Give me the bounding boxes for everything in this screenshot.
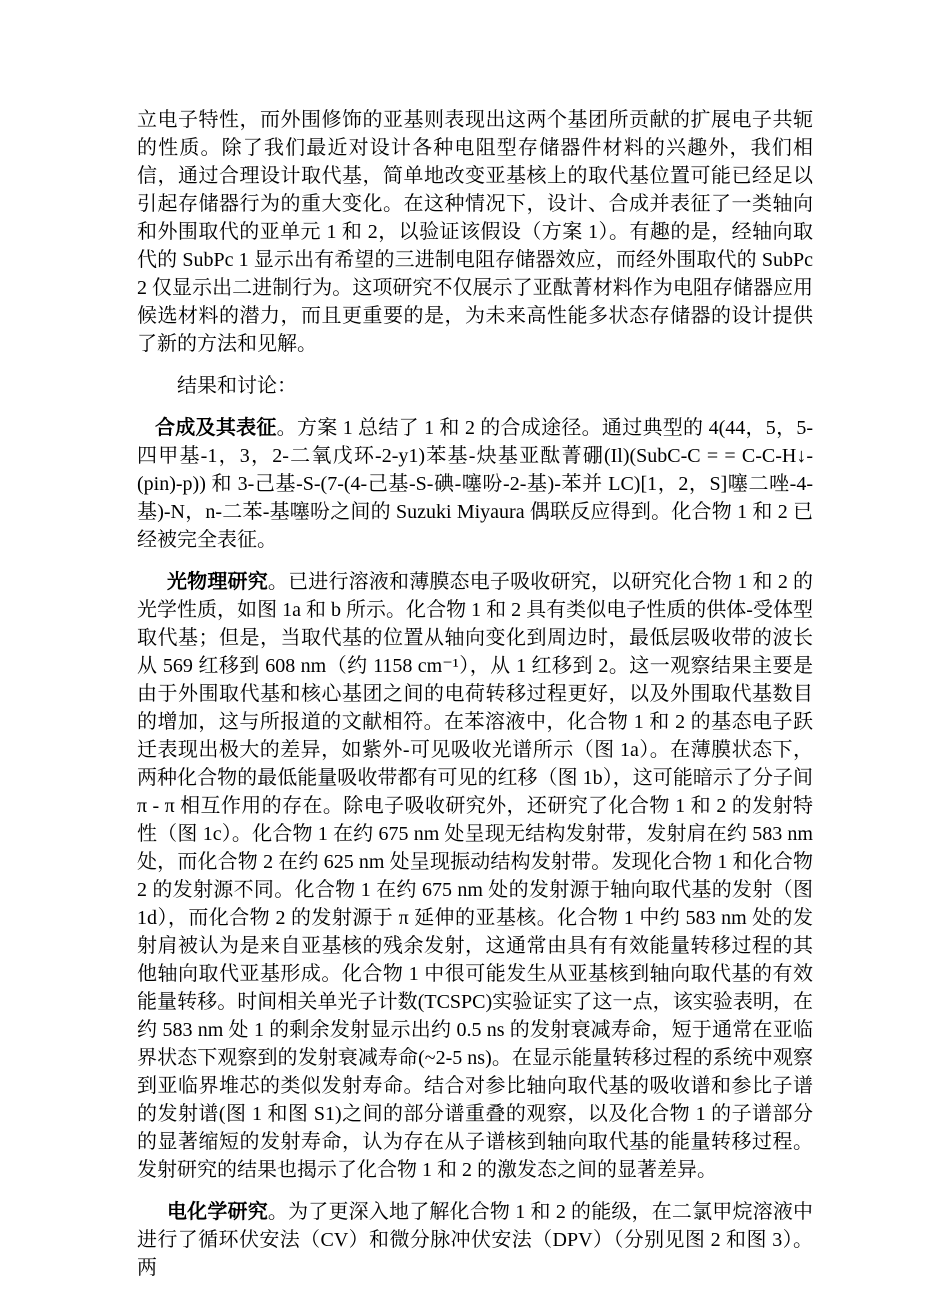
paragraph-text: 立电子特性，而外围修饰的亚基则表现出这两个基团所贡献的扩展电子共轭的性质。除了我们最近对设计各种电阻型存储器件材料的兴趣外，我们相信，通过合理设计取代基，简单地改变亚基核上的取代基位置可能已经足以引起存储器行为的重大变化。在这种情况下，设计、合成并表征了一类轴向和外围取代的亚单元 1 和 2，以验证该假设（方案 1）。有趣的是，经轴向取代的 SubPc 1 显示出有希望的三进制电阻存储器效应，而经外围取代的 SubPc 2 仅显示出二进制行为。这项研究不仅展示了亚酞菁材料作为电阻存储器应用候选材料的潜力，而且更重要的是，为未来高性能多状态存储器的设计提供了新的方法和见解。 <box>137 109 813 355</box>
paragraph-intro-continuation <box>137 106 813 358</box>
paragraph-lead-electrochemical: 电化学研究 <box>167 1201 268 1223</box>
paragraph-text: 。为了更深入地了解化合物 1 和 2 的能级，在二氯甲烷溶液中进行了循环伏安法（CV）和微分脉冲伏安法（DPV）（分别见图 2 和图 3）。两 <box>137 1201 814 1279</box>
section-heading-results-discussion <box>137 372 813 400</box>
paragraph-lead-synthesis: 合成及其表征 <box>155 417 277 439</box>
paragraph-photophysical-studies <box>137 568 813 1184</box>
paragraph-text: 。已进行溶液和薄膜态电子吸收研究，以研究化合物 1 和 2 的光学性质，如图 1a 和 b 所示。化合物 1 和 2 具有类似电子性质的供体-受体型取代基；但是，当取代基的位置从轴向变化到周边时，最低层吸收带的波长从 569 红移到 608 nm（约 1158 cm⁻¹），从 1 红移到 2。这一观察结果主要是由于外围取代基和核心基团之间的电荷转移过程更好，以及外围取代基数目的增加，这与所报道的文献相符。在苯溶液中，化合物 1 和 2 的基态电子跃迁表现出极大的差异，如紫外-可见吸收光谱所示（图 1a）。在薄膜状态下，两种化合物的最低能量吸收带都有可见的红移（图 1b），这可能暗示了分子间 π - π 相互作用的存在。除电子吸收研究外，还研究了化合物 1 和 2 的发射特性（图 1c）。化合物 1 在约 675 nm 处呈现无结构发射带，发射肩在约 583 nm 处，而化合物 2 在约 625 nm 处呈现振动结构发射带。发现化合物 1 和化合物 2 的发射源不同。化合物 1 在约 675 nm 处的发射源于轴向取代基的发射（图 1d），而化合物 2 的发射源于 π 延伸的亚基核。化合物 1 中约 583 nm 处的发射肩被认为是来自亚基核的残余发射，这通常由具有有效能量转移过程的其他轴向取代亚基形成。化合物 1 中很可能发生从亚基核到轴向取代基的有效能量转移。时间相关单光子计数(TCSPC)实验证实了这一点，该实验表明，在约 583 nm 处 1 的剩余发射显示出约 0.5 ns 的发射衰减寿命，短于通常在亚临界状态下观察到的发射衰减寿命(~2-5 ns)。在显示能量转移过程的系统中观察到亚临界堆芯的类似发射寿命。结合对参比轴向取代基的吸收谱和参比子谱的发射谱(图 1 和图 S1)之间的部分谱重叠的观察，以及化合物 1 的子谱部分的显著缩短的发射寿命，认为存在从子谱核到轴向取代基的能量转移过程。发射研究的结果也揭示了化合物 1 和 2 的激发态之间的显著差异。 <box>137 571 814 1181</box>
paragraph-lead-photophysical: 光物理研究 <box>167 571 268 593</box>
paragraph-text: 。方案 1 总结了 1 和 2 的合成途径。通过典型的 4(44，5，5-四甲基-1，3，2-二氧戊环-2-y1)苯基-炔基亚酞菁硼(Il)(SubC-C = = C-C-H↓-(pin)-p)) 和 3-己基-S-(7-(4-己基-S-碘-噻吩-2-基)-苯并 LC)[1，2，S]噻二唑-4-基)-N，n-二苯-基噻吩之间的 Suzuki Miyaura 偶联反应得到。化合物 1 和 2 已经被完全表征。 <box>137 417 814 551</box>
paragraph-synthesis-characterization <box>137 414 813 554</box>
paragraph-electrochemical-studies <box>137 1198 813 1282</box>
document-body <box>137 106 813 1282</box>
paragraph-text: 结果和讨论： <box>177 375 297 397</box>
